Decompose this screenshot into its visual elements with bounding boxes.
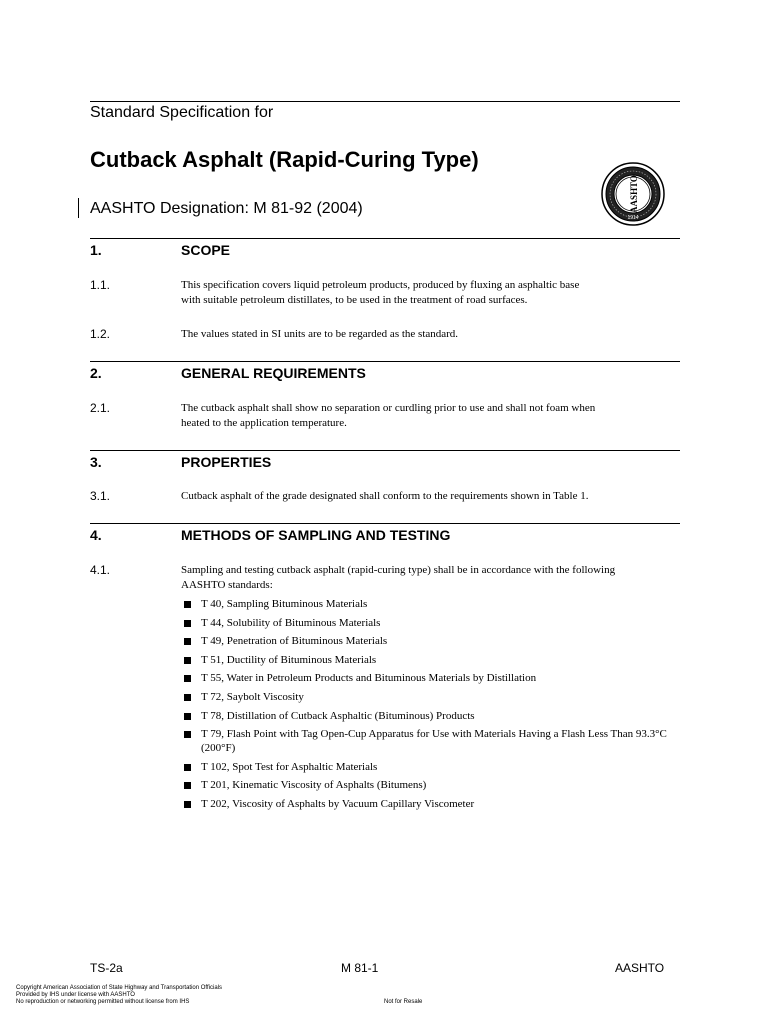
spec-for-label: Standard Specification for [90,104,274,121]
para-4-1-line2: AASHTO standards: [181,579,273,591]
bullet-square-icon [184,801,191,808]
para-4-1-number: 4.1. [90,563,111,577]
para-1-1-text [181,278,681,308]
top-rule [90,101,680,102]
para-1-1-line2: with suitable petroleum distillates, to be used in the treatment of road surfaces. [181,294,528,306]
copyright-line-1: Copyright American Association of State Highway and Transportation Officials [16,985,222,991]
list-item [181,690,681,704]
list-item [181,597,681,611]
list-item-text: T 78, Distillation of Cutback Asphaltic (Bituminous) Products [201,709,475,722]
para-1-1-line1: This specification covers liquid petroleum products, produced by fluxing an asphaltic base [181,279,580,291]
para-2-1-text [181,401,681,431]
para-1-2-number: 1.2. [90,327,111,341]
list-item [181,797,681,811]
footer-page-number: M 81-1 [341,961,379,975]
list-item-text: T 49, Penetration of Bituminous Materials [201,635,388,648]
list-item-text: T 51, Ductility of Bituminous Materials [201,653,377,666]
bullet-square-icon [184,675,191,682]
footer-right: AASHTO [615,961,665,975]
list-item-text: T 201, Kinematic Viscosity of Asphalts (Bitumens) [201,779,427,792]
not-for-resale: Not for Resale [384,999,423,1005]
para-4-1-line1: Sampling and testing cutback asphalt (rapid-curing type) shall be in accordance with the following [181,564,616,576]
bullet-square-icon [184,657,191,664]
seal-text: AASHTO [629,175,639,213]
list-item-text: T 40, Sampling Bituminous Materials [201,598,368,610]
para-2-1-line2: heated to the application temperature. [181,417,347,429]
list-item [181,727,681,755]
list-item-text: T 55, Water in Petroleum Products and Bituminous Materials by Distillation [201,672,537,685]
list-item [181,671,681,685]
list-item [181,653,681,667]
list-item [181,760,681,774]
bullet-square-icon [184,601,191,608]
copyright-line-2: Provided by IHS under license with AASHTO [16,992,135,998]
list-item-text: T 102, Spot Test for Asphaltic Materials [201,760,378,773]
document-title: Cutback Asphalt (Rapid-Curing Type) [90,147,479,172]
section-1-number: 1. [90,242,102,258]
list-item [181,634,681,648]
bullet-square-icon [184,713,191,720]
list-item-text: T 44, Solubility of Bituminous Materials [201,616,381,629]
bullet-square-icon [184,620,191,627]
change-bar [78,198,79,218]
section-3-rule [90,450,680,451]
list-item [181,709,681,723]
bullet-square-icon [184,731,191,738]
list-item [181,778,681,792]
section-4-title: METHODS OF SAMPLING AND TESTING [181,527,451,543]
list-item [181,616,681,630]
designation: AASHTO Designation: M 81-92 (2004) [90,200,363,217]
para-2-1-number: 2.1. [90,401,111,415]
section-1-rule [90,238,680,239]
bullet-square-icon [184,782,191,789]
bullet-square-icon [184,694,191,701]
section-2-rule [90,361,680,362]
para-2-1-line1: The cutback asphalt shall show no separation or curdling prior to use and shall not foam when [181,402,596,414]
list-item-text: T 79, Flash Point with Tag Open-Cup Apparatus for Use with Materials Having a Flash Less Than 93.3°C (200°F) [201,728,667,755]
bullet-square-icon [184,638,191,645]
section-4-number: 4. [90,527,102,543]
para-4-1-text [181,563,681,593]
copyright-line-3: No reproduction or networking permitted without license from IHS [16,999,190,1005]
bullet-square-icon [184,764,191,771]
aashto-seal-logo [601,162,665,226]
list-item-text: T 202, Viscosity of Asphalts by Vacuum Capillary Viscometer [201,797,475,810]
footer-left: TS-2a [90,961,123,975]
section-3-number: 3. [90,454,102,470]
para-1-2-text: The values stated in SI units are to be regarded as the standard. [181,328,459,340]
seal-year: 1914 [627,215,639,221]
section-4-rule [90,523,680,524]
list-item-text: T 72, Saybolt Viscosity [201,690,304,703]
para-3-1-number: 3.1. [90,489,111,503]
section-3-title: PROPERTIES [181,454,272,470]
standards-list [181,597,681,816]
section-2-number: 2. [90,365,102,381]
para-3-1-text: Cutback asphalt of the grade designated shall conform to the requirements shown in Table 1. [181,490,589,502]
para-1-1-number: 1.1. [90,278,111,292]
section-2-title: GENERAL REQUIREMENTS [181,365,366,381]
section-1-title: SCOPE [181,242,231,258]
